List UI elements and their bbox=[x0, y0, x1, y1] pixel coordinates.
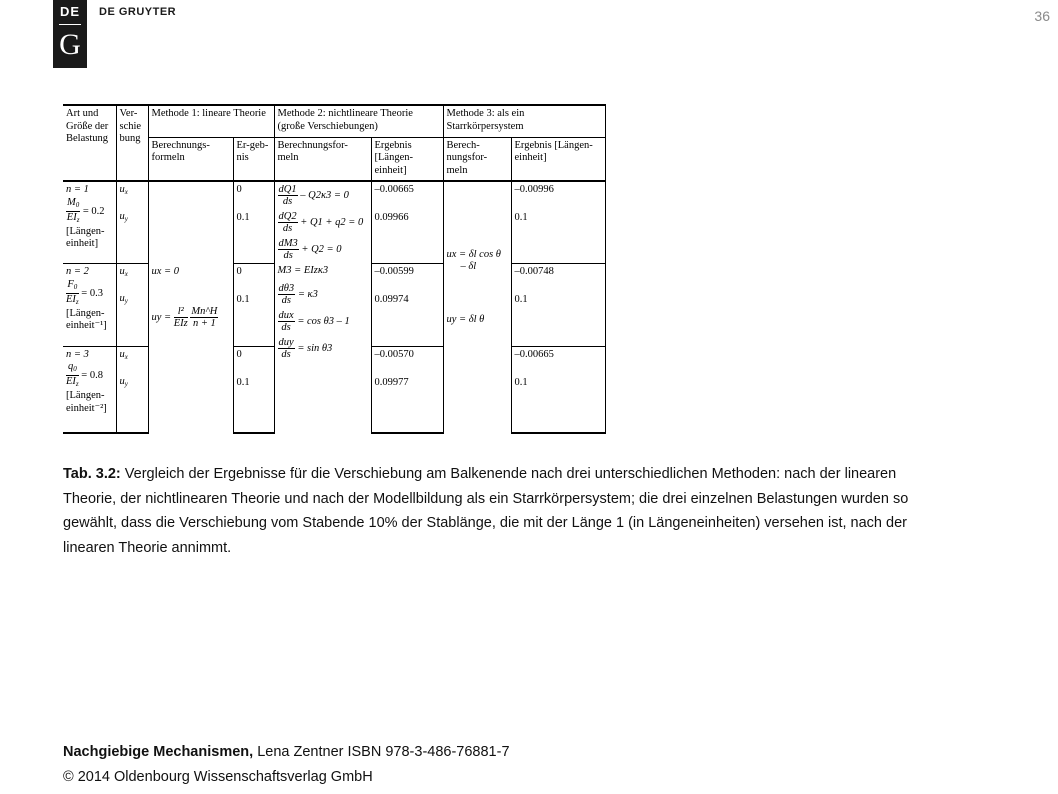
m3-formula-x: ux = δl cos θ bbox=[446, 248, 501, 260]
header-m1-result: Er-geb-nis bbox=[233, 137, 274, 181]
page-number: 36 bbox=[1034, 8, 1050, 24]
m1-result-2: 0 0.1 bbox=[233, 264, 274, 347]
book-title: Nachgiebige Mechanismen, bbox=[63, 744, 254, 760]
m3-result-2: –0.00748 0.1 bbox=[511, 264, 605, 347]
m1-result-1: 0 0.1 bbox=[233, 181, 274, 264]
load-n: n = 1 bbox=[66, 184, 89, 196]
m3-result-3: –0.00665 0.1 bbox=[511, 346, 605, 433]
header-m3-result: Ergebnis [Längen-einheit] bbox=[511, 137, 605, 181]
m3-formula-y: uy = δl θ bbox=[446, 313, 485, 325]
copyright: © 2014 Oldenbourg Wissenschaftsverlag GmbH bbox=[63, 769, 373, 785]
header-method3: Methode 3: als ein Starrkörpersystem bbox=[443, 105, 605, 137]
header-m1-formulas: Berechnungs-formeln bbox=[148, 137, 233, 181]
m3-formulas bbox=[443, 181, 511, 433]
load-cell-3: n = 3 $\frac{q_0}{EI_z}$ = 0.8 [Längen-einheit⁻²] bbox=[63, 346, 116, 433]
m1-formula-x: ux = 0 bbox=[151, 265, 179, 277]
caption-label: Tab. 3.2: bbox=[63, 466, 121, 482]
load-fraction: $\frac{M_0}{EI_z}$ bbox=[66, 196, 80, 224]
footer bbox=[63, 740, 510, 790]
disp-cell-1: $u_x$ $u_y$ bbox=[116, 181, 148, 264]
header-displacement: Ver-schie bung bbox=[116, 105, 148, 181]
logo-top-text: DE bbox=[59, 4, 81, 19]
m1-formulas bbox=[148, 181, 233, 433]
load-value: = 0.2 bbox=[82, 205, 105, 217]
header-load: Art und Größe der Belastung bbox=[63, 105, 116, 181]
header-m2-result: Ergebnis [Längen-einheit] bbox=[371, 137, 443, 181]
load-cell-2: n = 2 $\frac{F_0}{EI_z}$ = 0.3 [Längen-einheit⁻¹] bbox=[63, 264, 116, 347]
header-method1: Methode 1: lineare Theorie bbox=[148, 105, 274, 137]
header-m2-formulas: Berechnungsfor-meln bbox=[274, 137, 371, 181]
m1-formula-y: uy = $\frac{\text{l²}}{\text{EIz}}$ $\frac{Mn\^{}H}{n + 1}$ bbox=[151, 306, 218, 330]
m3-formula-x-cont: – δl bbox=[460, 261, 477, 273]
header-method2: Methode 2: nichtlineare Theorie (große Verschiebungen) bbox=[274, 105, 443, 137]
load-cell-1 bbox=[63, 181, 116, 264]
m2-result-2: –0.00599 0.09974 bbox=[371, 264, 443, 347]
logo-bottom-text: G bbox=[59, 28, 81, 61]
logo-divider bbox=[59, 24, 81, 25]
load-unit: [Längen-einheit] bbox=[66, 225, 105, 250]
m2-formulas: $\frac{dQ1}{ds}$ – Q2κ3 = 0 $\frac{dQ2}{ds}$ + Q1 + q2 = 0 $\frac{dM3}{ds}$ + Q2 = 0 M3 = EIzκ3 $\frac{d\theta 3}{ds}$ = κ3 $\frac{\text{dux}}{ds}$ = cos θ3 – 1 $\frac{\text{duy}}{ds}$ = sin θ3 bbox=[274, 181, 371, 433]
disp-cell-3: $u_x$ $u_y$ bbox=[116, 346, 148, 433]
m2-result-1: –0.00665 0.09966 bbox=[371, 181, 443, 264]
book-info: Lena Zentner ISBN 978-3-486-76881-7 bbox=[253, 744, 510, 760]
m3-result-1: –0.00996 0.1 bbox=[511, 181, 605, 264]
caption-text: Vergleich der Ergebnisse für die Verschiebung am Balkenende nach drei unterschiedlichen Methoden: nach der linearen Theorie, der nichtlinearen Theorie und nach der Modellbildung als ein Starrkörpersystem; die drei einzelnen Belastungen wurden so gewählt, dass die Verschiebung vom Stabende 10% der Stablänge, die mit der Länge 1 (in Längeneinheiten) versehen ist, nach der linearen Theorie annimmt. bbox=[63, 466, 909, 556]
publisher-name: DE GRUYTER bbox=[99, 6, 177, 18]
header-m3-formulas: Berech-nungsfor-meln bbox=[443, 137, 511, 181]
disp-cell-2: $u_x$ $u_y$ bbox=[116, 264, 148, 347]
table-caption bbox=[63, 462, 943, 560]
m2-result-3: –0.00570 0.09977 bbox=[371, 346, 443, 433]
publisher-logo bbox=[53, 0, 87, 68]
results-table bbox=[63, 104, 605, 434]
m1-result-3: 0 0.1 bbox=[233, 346, 274, 433]
